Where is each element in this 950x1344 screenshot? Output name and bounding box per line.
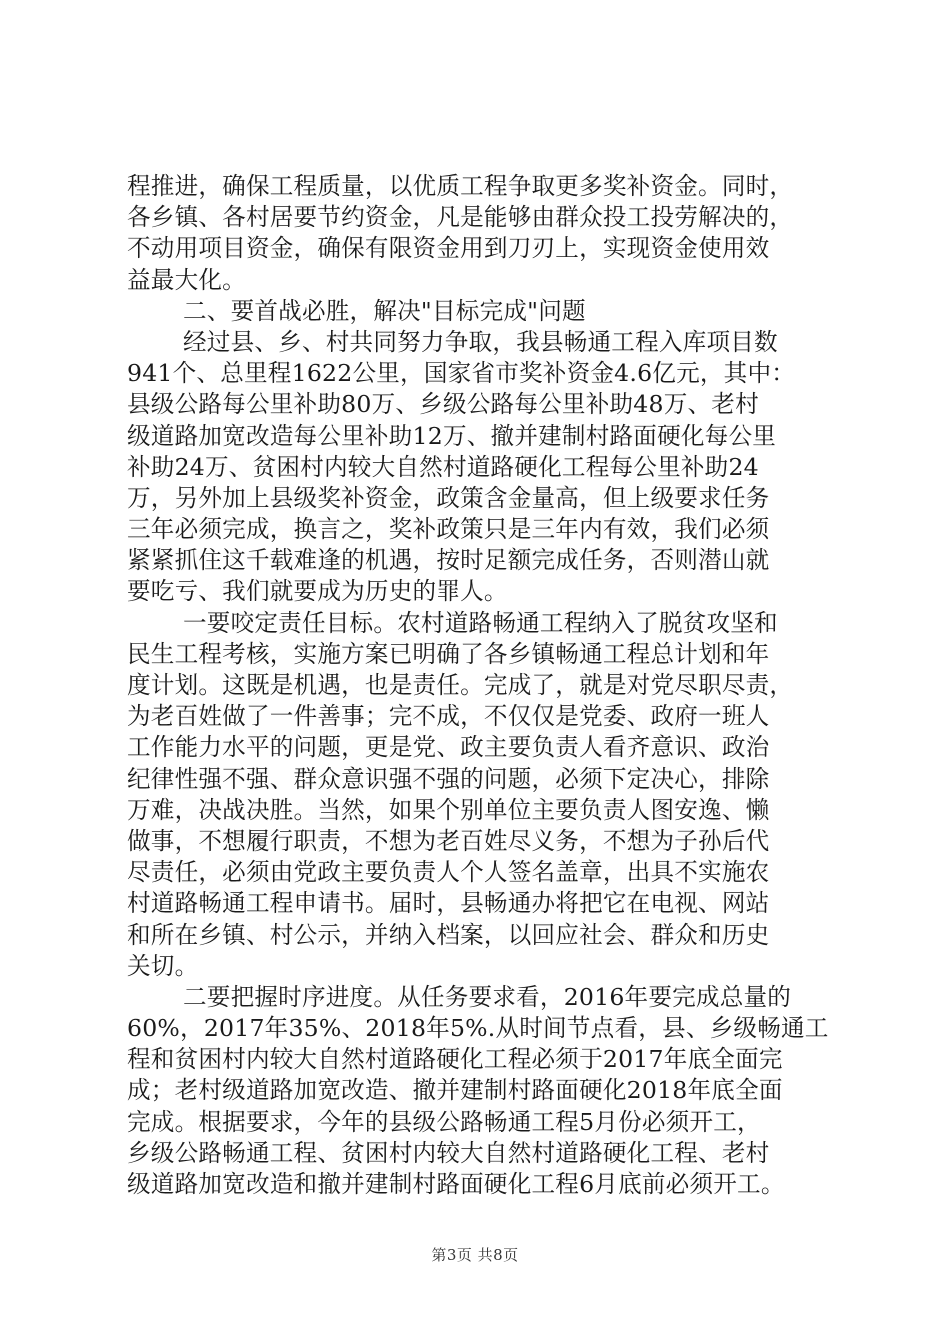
text-line: 要吃亏、我们就要成为历史的罪人。 [127,577,508,606]
text-line: 程推进，确保工程质量，以优质工程争取更多奖补资金。同时， [127,172,794,200]
text-line: 尽责任，必须由党政主要负责人个人签名盖章，出具不实施农 [127,858,770,887]
text-line: 乡级公路畅通工程、贫困村内较大自然村道路硬化工程、老村 [127,1138,770,1167]
text-line: 三年必须完成，换言之，奖补政策只是三年内有效，我们必须 [127,515,770,544]
text-line: 级道路加宽改造和撤并建制村路面硬化工程6月底前必须开工。 [127,1170,785,1198]
text-line: 完成。根据要求，今年的县级公路畅通工程5月份必须开工， [127,1107,761,1136]
text-line: 益最大化。 [127,265,246,294]
section-heading: 二、要首战必胜，解决"目标完成"问题 [183,296,586,325]
text-line: 万难，决战决胜。当然，如果个别单位主要负责人图安逸、懒 [127,795,770,824]
text-line: 补助24万、贫困村内较大自然村道路硬化工程每公里补助24 [127,452,759,481]
text-line: 经过县、乡、村共同努力争取，我县畅通工程入库项目数 [183,327,778,356]
document-body [127,171,835,1200]
text-line: 民生工程考核，实施方案已明确了各乡镇畅通工程总计划和年 [127,639,770,668]
text-line: 程和贫困村内较大自然村道路硬化工程必须于2017年底全面完 [127,1045,783,1074]
text-line: 和所在乡镇、村公示，并纳入档案，以回应社会、群众和历史 [127,920,770,949]
text-line: 一要咬定责任目标。农村道路畅通工程纳入了脱贫攻坚和 [183,608,778,637]
text-line: 不动用项目资金，确保有限资金用到刀刃上，实现资金使用效 [127,234,770,263]
text-line: 60%，2017年35%、2018年5%.从时间节点看，县、乡级畅通工 [127,1014,829,1043]
text-line: 941个、总里程1622公里，国家省市奖补资金4.6亿元，其中： [127,359,796,388]
text-line: 成；老村级道路加宽改造、撤并建制村路面硬化2018年底全面 [127,1076,783,1105]
text-line: 为老百姓做了一件善事；完不成，不仅仅是党委、政府一班人 [127,702,770,731]
text-line: 度计划。这既是机遇，也是责任。完成了，就是对党尽职尽责， [127,671,794,699]
text-line: 紧紧抓住这千载难逢的机遇，按时足额完成任务，否则潜山就 [127,546,770,575]
text-line: 县级公路每公里补助80万、乡级公路每公里补助48万、老村 [127,390,759,419]
text-line: 二要把握时序进度。从任务要求看，2016年要完成总量的 [183,982,792,1011]
text-line: 工作能力水平的问题，更是党、政主要负责人看齐意识、政治 [127,733,770,762]
text-line: 做事，不想履行职责，不想为老百姓尽义务，不想为子孙后代 [127,826,770,855]
text-line: 万，另外加上县级奖补资金，政策含金量高，但上级要求任务 [127,483,770,512]
text-line: 级道路加宽改造每公里补助12万、撤并建制村路面硬化每公里 [127,421,777,450]
text-line: 村道路畅通工程申请书。届时，县畅通办将把它在电视、网站 [127,889,770,918]
page-number-footer: 第3页 共8页 [431,1246,519,1264]
text-line: 关切。 [127,951,199,980]
text-line: 各乡镇、各村居要节约资金，凡是能够由群众投工投劳解决的， [127,203,794,232]
text-line: 纪律性强不强、群众意识强不强的问题，必须下定决心，排除 [127,764,770,793]
